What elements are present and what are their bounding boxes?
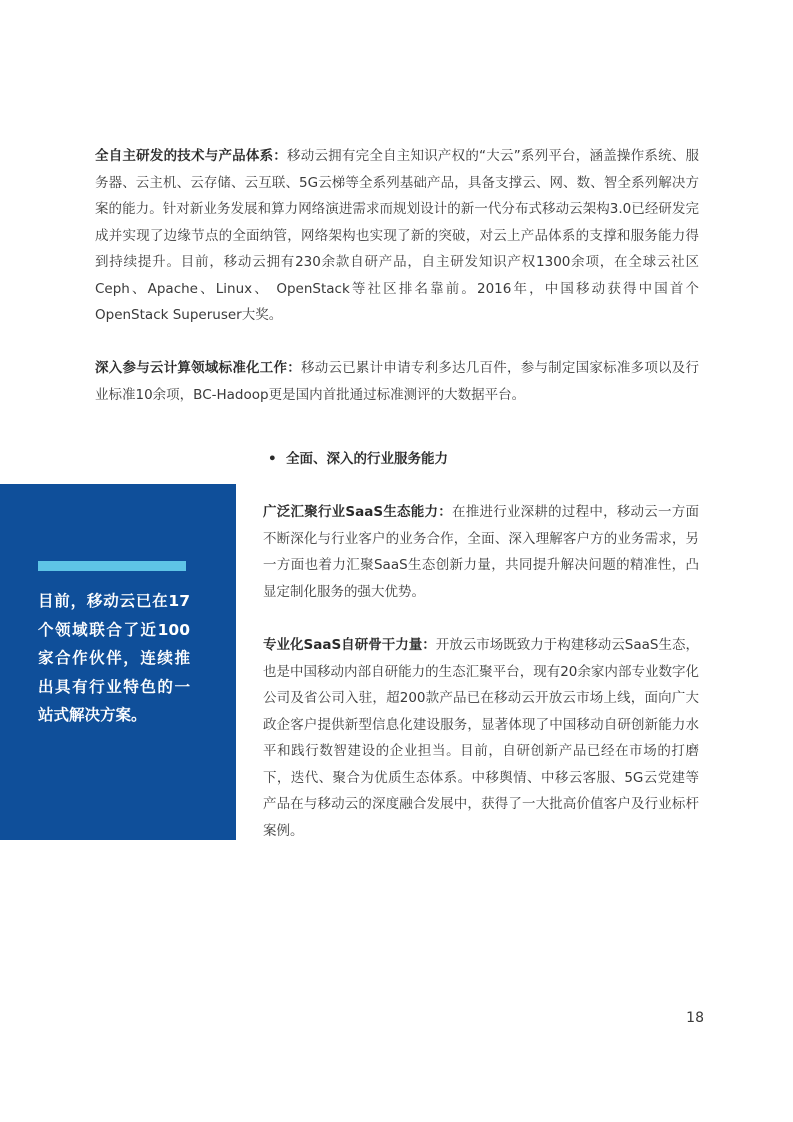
paragraph-body: 移动云拥有完全自主知识产权的“大云”系列平台，涵盖操作系统、服务器、云主机、云存储、云互联、5G云梯等全系列基础产品，具备支撑云、网、数、智全系列解决方案的能力。针对新业务发展和算力网络演进需求而规划设计的新一代分布式移动云架构3.0已经研发完成并实现了边缘节点的全面纳管，网络架构也实现了新的突破，对云上产品体系的支撑和服务能力得到持续提升。目前，移动云拥有230余款自研产品，自主研发知识产权1300余项，在全球云社区Ceph、Apache、Linux、 OpenStack等社区排名靠前。2016年，中国移动获得中国首个OpenStack Superuser大奖。 [95, 148, 699, 323]
paragraph-saas-ecosystem [263, 499, 699, 605]
page-number: 18 [686, 1010, 704, 1026]
paragraph-saas-self-developed [263, 632, 699, 844]
paragraph-lead: 广泛汇聚行业SaaS生态能力： [263, 504, 452, 520]
paragraph-lead: 全自主研发的技术与产品体系： [95, 148, 288, 164]
paragraph-lead: 深入参与云计算领域标准化工作： [95, 360, 301, 376]
bullet-icon: • [268, 451, 277, 467]
callout-box [0, 484, 236, 840]
paragraph-lead: 专业化SaaS自研骨干力量： [263, 637, 436, 653]
paragraph-self-developed-tech [95, 143, 699, 329]
paragraph-body: 移动云已累计申请专利多达几百件，参与制定国家标准多项以及行业标准10余项，BC-Hadoop更是国内首批通过标准测评的大数据平台。 [95, 360, 700, 403]
section-heading-text: 全面、深入的行业服务能力 [286, 451, 448, 467]
callout-accent-bar [38, 561, 186, 571]
paragraph-standardization [95, 355, 699, 408]
paragraph-body: 开放云市场既致力于构建移动云SaaS生态，也是中国移动内部自研能力的生态汇聚平台，现有20余家内部专业数字化公司及省公司入驻，超200款产品已在移动云开放云市场上线，面向广大政企客户提供新型信息化建设服务，显著体现了中国移动自研创新能力水平和践行数智建设的企业担当。目前，自研创新产品已经在市场的打磨下，迭代、聚合为优质生态体系。中移舆情、中移云客服、5G云党建等产品在与移动云的深度融合发展中，获得了一大批高价值客户及行业标杆案例。 [263, 637, 700, 839]
callout-text: 目前，移动云已在17个领域联合了近100家合作伙伴，连续推出具有行业特色的一站式解决方案。 [38, 592, 190, 724]
paragraph-body: 在推进行业深耕的过程中，移动云一方面不断深化与行业客户的业务合作，全面、深入理解客户方的业务需求，另一方面也着力汇聚SaaS生态创新力量，共同提升解决问题的精准性，凸显定制化服务的强大优势。 [263, 504, 700, 600]
section-heading [268, 447, 448, 471]
